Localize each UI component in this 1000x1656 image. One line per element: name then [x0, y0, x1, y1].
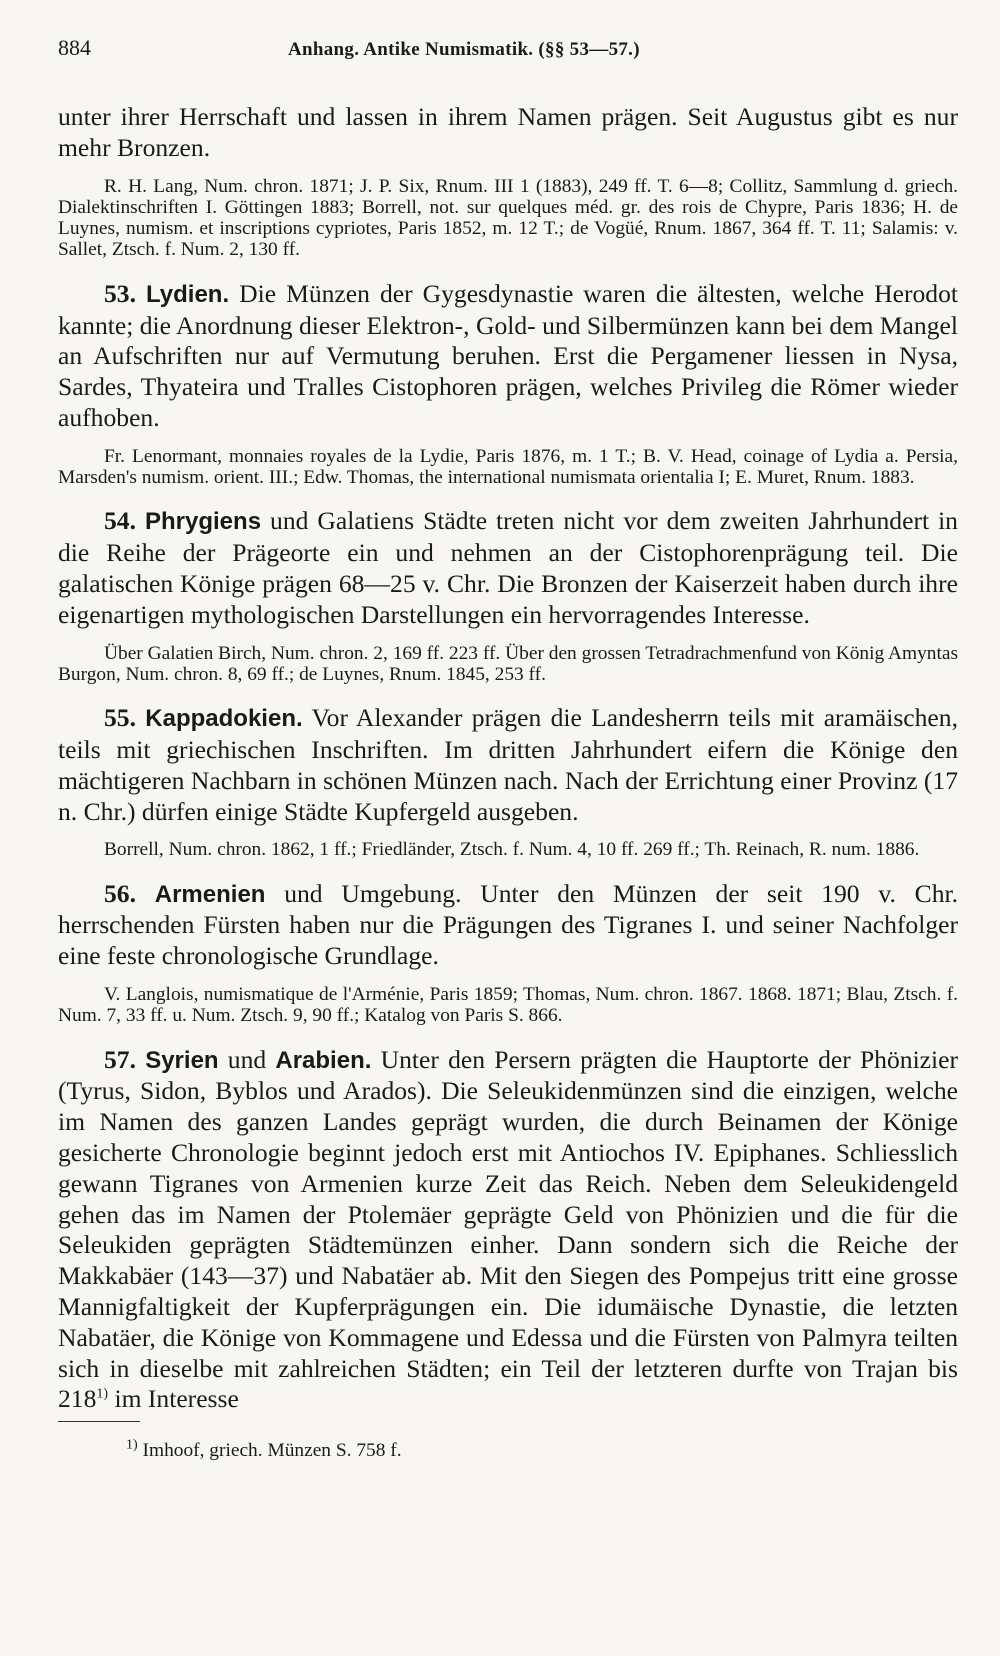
section-title-connector: und	[227, 1044, 267, 1074]
literature-text: Über Galatien Birch, Num. chron. 2, 169 ff. 223 ff. Über den grossen Tetradrachmenfund von König Amyntas Burgon, Num. chron. 8, 69 ff.; de Luynes, Rnum. 1845, 253 ff.	[58, 642, 958, 685]
footnote-text: Imhoof, griech. Münzen S. 758 f.	[142, 1440, 402, 1462]
section-text: Unter den Persern prägten die Hauptorte der Phönizier (Tyrus, Sidon, Byblos und Arados). Die Seleukidenmünzen sind die einzigen, welche im Namen des ganzen Landes geprägt wurden, die durch Beinamen der Könige gesicherte Chronologie beginnt jedoch erst mit Antiochos IV. Epiphanes. Schliesslich gewann Tigranes von Armenien kurze Zeit das Reich. Neben dem Seleukidengeld gehen das im Namen der Ptolemäer geprägte Geld von Phönizien und die für die Seleukiden geprägten Städtemünzen einher. Dann sondern sich die Reiche der Makkabäer (143—37) und Nabatäer ab. Mit den Siegen des Pompejus tritt eine grosse Mannigfaltigkeit der Kupferprägungen ein. Die idumäische Dynastie, die letzten Nabatäer, die Könige von Kommagene und Edessa und die Fürsten von Palmyra teilten sich in dieselbe mit zahlreichen Städten; ein Teil der letzteren durfte von Trajan bis 218	[58, 1044, 959, 1414]
footnote-mark: 1)	[126, 1437, 138, 1453]
section-number: 55.	[104, 703, 136, 733]
section-title: Kappadokien.	[145, 705, 303, 733]
section-text: und Umgebung. Unter den Münzen der seit 190 v. Chr. herrschenden Fürsten haben nur die Prägungen des Tigranes I. und seiner Nachfolger eine feste chronologische Grundlage.	[58, 878, 958, 971]
section-56-paragraph	[58, 879, 958, 972]
section-57-paragraph	[58, 1045, 958, 1416]
footnote	[58, 1437, 958, 1462]
section-53	[58, 279, 958, 489]
section-title-second: Arabien.	[275, 1046, 372, 1074]
section-number: 54.	[104, 506, 136, 536]
section-number: 56.	[104, 878, 136, 908]
section-57	[58, 1045, 958, 1416]
intro-paragraph: unter ihrer Herrschaft und lassen in ihrem Namen prägen. Seit Augustus gibt es nur mehr Bronzen.	[58, 102, 958, 162]
literature-text: Borrell, Num. chron. 1862, 1 ff.; Friedländer, Ztsch. f. Num. 4, 10 ff. 269 ff.; Th. Reinach, R. num. 1886.	[104, 839, 920, 861]
section-text: Die Münzen der Gygesdynastie waren die ältesten, welche Herodot kannte; die Anordnung dieser Elektron-, Gold- und Silbermünzen kann bei dem Mangel an Aufschriften nur auf Vermutung beruhen. Erst die Pergamener liessen in Nysa, Sardes, Thyateira und Tralles Cistophoren prägen, welches Privileg die Römer wieder aufhoben.	[58, 278, 958, 432]
section-53-paragraph	[58, 279, 958, 434]
section-text: Vor Alexander prägen die Landesherrn teils mit aramäischen, teils mit griechischen Inschriften. Im dritten Jahrhundert eifern die Könige den mächtigeren Nachbarn in schönen Münzen nach. Nach der Errichtung einer Provinz (17 n. Chr.) dürfen einige Städte Kupfergeld ausgeben.	[58, 703, 958, 826]
section-number: 53.	[104, 278, 136, 308]
section-title: Phrygiens	[145, 508, 262, 536]
running-head	[58, 34, 958, 64]
section-text: und Galatiens Städte treten nicht vor dem zweiten Jahrhundert in die Reihe der Prägeorte ein und nehmen an der Cistophorenprägung teil. Die galatischen Könige prägen 68—25 v. Chr. Die Bronzen der Kaiserzeit haben durch ihre eigenartigen mythologischen Darstellungen ein hervorragendes Interesse.	[58, 506, 958, 629]
section-53-literature	[58, 446, 958, 489]
section-title: Armenien	[154, 880, 266, 908]
section-text-end: im Interesse	[114, 1384, 239, 1414]
literature-text: Fr. Lenormant, monnaies royales de la Lydie, Paris 1876, m. 1 T.; B. V. Head, coinage of Lydia a. Persia, Marsden's numism. orient. III.; Edw. Thomas, the international numismata orientalia I; E. Muret, Rnum. 1883.	[58, 445, 958, 489]
section-55-paragraph	[58, 703, 958, 827]
section-54	[58, 506, 958, 685]
section-56-literature	[58, 984, 958, 1027]
header-title: Anhang. Antike Numismatik. (§§ 53—57.)	[288, 39, 640, 60]
footnote-rule	[58, 1421, 140, 1422]
intro-literature	[58, 176, 958, 261]
section-55-literature	[58, 839, 958, 860]
section-title: Lydien.	[146, 280, 230, 308]
page-number: 884	[58, 35, 91, 60]
section-55	[58, 703, 958, 860]
section-54-paragraph	[58, 506, 958, 630]
section-54-literature	[58, 643, 958, 686]
section-56	[58, 879, 958, 1027]
section-title: Syrien	[145, 1046, 219, 1074]
literature-text: V. Langlois, numismatique de l'Arménie, Paris 1859; Thomas, Num. chron. 1867. 1868. 1871; Blau, Ztsch. f. Num. 7, 33 ff. u. Num. Ztsch. 9, 90 ff.; Katalog von Paris S. 866.	[58, 984, 958, 1027]
footnote-reference[interactable]: 1)	[96, 1386, 109, 1402]
intro-literature-text: R. H. Lang, Num. chron. 1871; J. P. Six, Rnum. III 1 (1883), 249 ff. T. 6—8; Collitz, Sammlung d. griech. Dialektinschriften I. Göttingen 1883; Borrell, not. sur quelques méd. gr. des rois de Chypre, Paris 1836; H. de Luynes, numism. et inscriptions cypriotes, Paris 1852, m. 12 T.; de Vogüé, Rnum. 1867, 364 ff. T. 11; Salamis: v. Sallet, Ztsch. f. Num. 2, 130 ff.	[58, 175, 958, 261]
section-number: 57.	[104, 1044, 136, 1074]
